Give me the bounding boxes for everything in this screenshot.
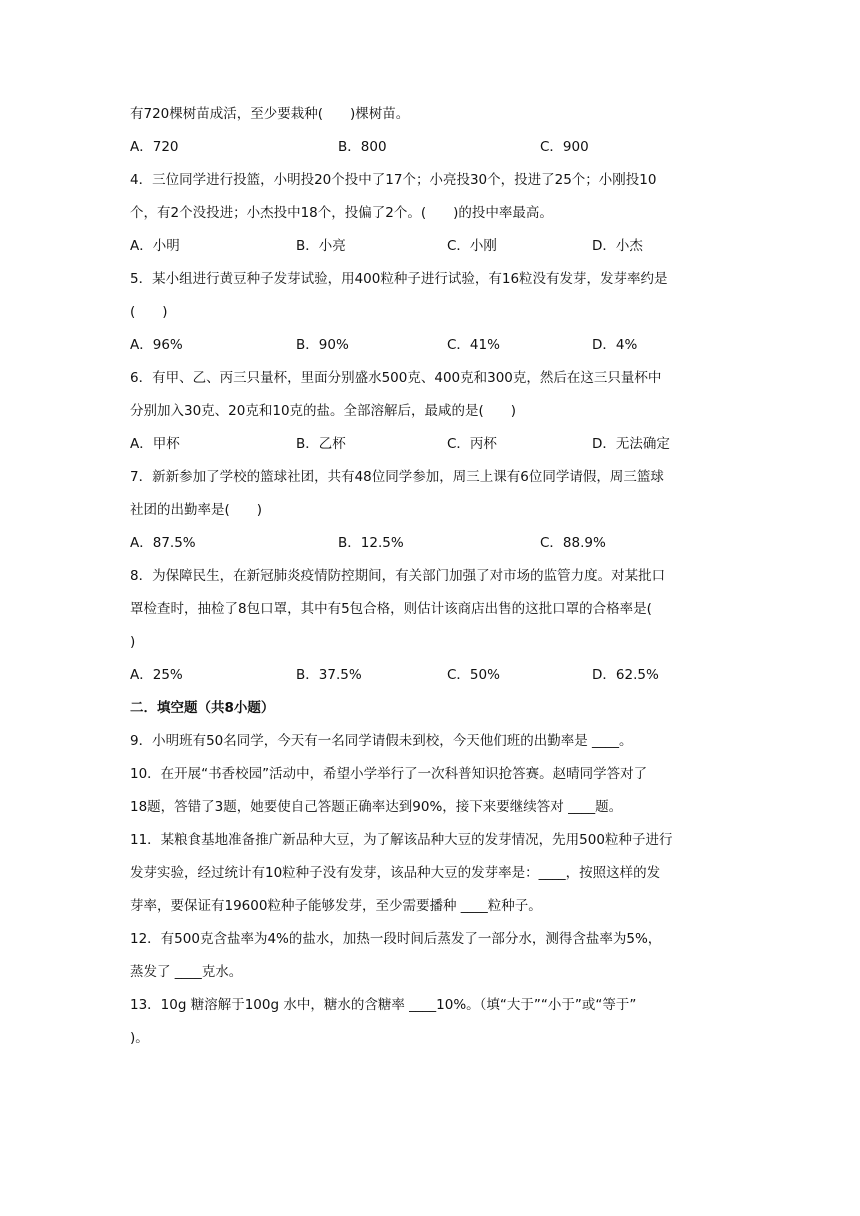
question-10 xyxy=(130,764,730,817)
question-line: 4．三位同学进行投篮，小明投20个投中了17个；小亮投30个，投进了25个；小刚投10 xyxy=(130,172,657,188)
option-b: B．小亮 xyxy=(296,238,346,254)
question-line: 发芽实验，经过统计有10粒种子没有发芽，该品种大豆的发芽率是：____，按照这样的发 xyxy=(130,865,661,881)
question-3-options xyxy=(130,137,730,157)
option-b: B．800 xyxy=(338,139,387,155)
question-line: ( ) xyxy=(130,304,168,320)
question-7 xyxy=(130,467,730,520)
question-line: 10．在开展“书香校园”活动中，希望小学举行了一次科普知识抢答赛。赵晴同学答对了 xyxy=(130,766,648,782)
question-5 xyxy=(130,269,730,322)
option-a: A．小明 xyxy=(130,238,180,254)
question-6-options xyxy=(130,434,730,454)
question-4 xyxy=(130,170,730,223)
option-d: D．无法确定 xyxy=(592,436,670,452)
question-7-options xyxy=(130,533,730,553)
question-12 xyxy=(130,929,730,982)
question-line: 18题，答错了3题，她要使自己答题正确率达到90%，接下来要继续答对 ____题。 xyxy=(130,799,623,815)
option-a: A．87.5% xyxy=(130,535,196,551)
question-line: 12．有500克含盐率为4%的盐水，加热一段时间后蒸发了一部分水，测得含盐率为5%， xyxy=(130,931,662,947)
question-line: 个，有2个没投进；小杰投中18个，投偏了2个。( )的投中率最高。 xyxy=(130,205,553,221)
question-line: 7．新新参加了学校的篮球社团，共有48位同学参加，周三上课有6位同学请假，周三篮球 xyxy=(130,469,664,485)
option-b: B．12.5% xyxy=(338,535,404,551)
question-line: 6．有甲、乙、丙三只量杯，里面分别盛水500克、400克和300克，然后在这三只量杯中 xyxy=(130,370,662,386)
question-line: 分别加入30克、20克和10克的盐。全部溶解后，最咸的是( ) xyxy=(130,403,517,419)
option-c: C．41% xyxy=(447,337,500,353)
option-b: B．37.5% xyxy=(296,667,362,683)
question-line: 9．小明班有50名同学，今天有一名同学请假未到校，今天他们班的出勤率是 ____。 xyxy=(130,733,633,749)
option-c: C．丙杯 xyxy=(447,436,497,452)
option-a: A．720 xyxy=(130,139,179,155)
question-line: 社团的出勤率是( ) xyxy=(130,502,263,518)
question-11 xyxy=(130,830,730,916)
question-line: 11．某粮食基地准备推广新品种大豆，为了解该品种大豆的发芽情况，先用500粒种子进行 xyxy=(130,832,673,848)
option-c: C．50% xyxy=(447,667,500,683)
option-a: A．甲杯 xyxy=(130,436,180,452)
question-9 xyxy=(130,731,730,751)
question-6 xyxy=(130,368,730,421)
question-13 xyxy=(130,995,730,1048)
option-d: D．4% xyxy=(592,337,638,353)
question-8 xyxy=(130,566,730,652)
option-d: D．62.5% xyxy=(592,667,659,683)
option-c: C．小刚 xyxy=(447,238,497,254)
question-line: 13．10g 糖溶解于100g 水中，糖水的含糖率 ____10%。（填“大于”“小于”或“等于” xyxy=(130,997,637,1013)
question-line: 罩检查时，抽检了8包口罩，其中有5包合格，则估计该商店出售的这批口罩的合格率是( xyxy=(130,601,652,617)
option-c: C．88.9% xyxy=(540,535,606,551)
option-c: C．900 xyxy=(540,139,589,155)
option-a: A．25% xyxy=(130,667,183,683)
question-8-options xyxy=(130,665,730,685)
question-5-options xyxy=(130,335,730,355)
option-a: A．96% xyxy=(130,337,183,353)
question-line: 芽率，要保证有19600粒种子能够发芽，至少需要播种 ____粒种子。 xyxy=(130,898,542,914)
question-line: ) xyxy=(130,634,136,650)
question-3-tail: 有720棵树苗成活，至少要栽种( )棵树苗。 xyxy=(130,106,410,122)
exam-page xyxy=(130,104,730,1048)
question-line: 8．为保障民生，在新冠肺炎疫情防控期间，有关部门加强了对市场的监管力度。对某批口 xyxy=(130,568,666,584)
question-line: 蒸发了 ____克水。 xyxy=(130,964,243,980)
option-b: B．乙杯 xyxy=(296,436,346,452)
question-line: 5．某小组进行黄豆种子发芽试验，用400粒种子进行试验，有16粒没有发芽，发芽率约是 xyxy=(130,271,668,287)
section-heading: 二．填空题（共8小题） xyxy=(130,700,275,716)
question-line: )。 xyxy=(130,1030,149,1046)
option-d: D．小杰 xyxy=(592,238,643,254)
question-4-options xyxy=(130,236,730,256)
option-b: B．90% xyxy=(296,337,349,353)
